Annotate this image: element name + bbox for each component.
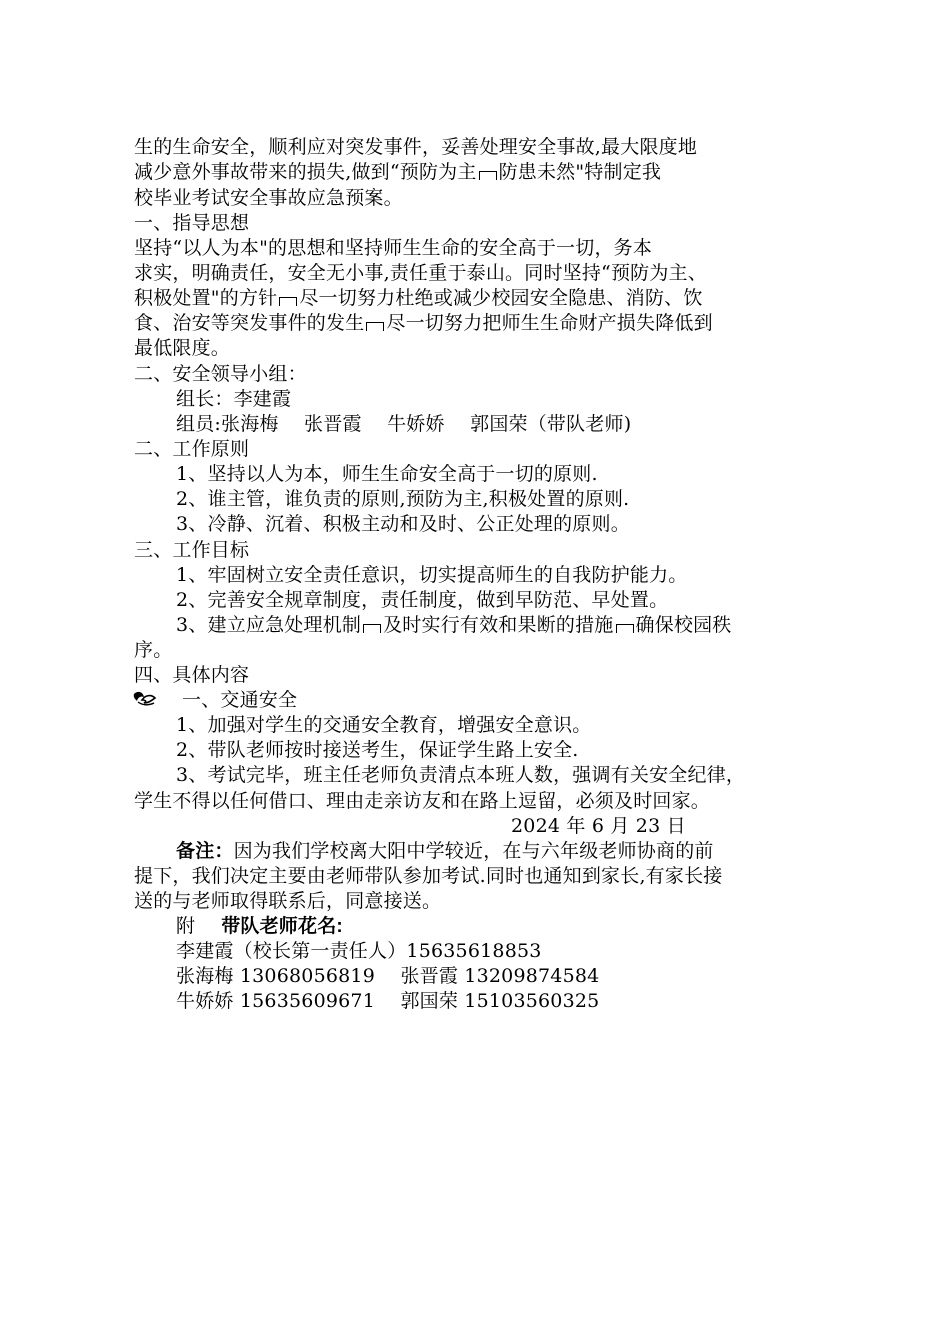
goal-item-3-a: 3、建立应急处理机制 <box>176 614 362 636</box>
content-heading: 四、具体内容 <box>134 664 250 686</box>
guiding-line-5: 最低限度。 <box>134 337 231 359</box>
traffic-item-3-cont: 学生不得以任何借口、理由走亲访友和在路上逗留，必须及时回家。 <box>134 790 711 812</box>
note-line-3: 送的与老师取得联系后，同意接送。 <box>134 890 442 912</box>
goal-item-3-c: 确保校园秩 <box>635 614 732 636</box>
goals-heading: 三、工作目标 <box>134 539 250 561</box>
intro-line-2 <box>134 160 661 185</box>
guiding-line-4-b: 尽一切努力把师生生命财产损失降低到 <box>386 312 713 334</box>
leadership-leader: 组长：李建霞 <box>176 388 292 410</box>
intro-line-1: 生的生命安全，顺利应对突发事件，妥善处理安全事故,最大限度地 <box>134 136 698 158</box>
guiding-line-1: 坚持“以人为本"的思想和坚持师生生命的安全高于一切，务本 <box>134 237 653 259</box>
guiding-heading: 一、指导思想 <box>134 212 250 234</box>
note-label: 备注： <box>176 841 234 862</box>
document-date: 2024 年 6 月 23 日 <box>511 815 686 837</box>
separator-glyph <box>479 171 497 180</box>
principle-item: 1、坚持以人为本，师生生命安全高于一切的原则. <box>176 463 598 485</box>
goal-item-3-b: 及时实行有效和果断的措施 <box>383 614 614 636</box>
guiding-line-3-a: 积极处置"的方针 <box>134 287 278 309</box>
separator-glyph <box>363 624 381 633</box>
appendix-prefix: 附 <box>176 915 196 937</box>
contact-line-3: 牛娇娇 15635609671 郭国荣 15103560325 <box>176 990 600 1012</box>
guiding-line-4-a: 食、治安等突发事件的发生 <box>134 312 365 334</box>
note-line-2: 提下，我们决定主要由老师带队参加考试.同时也通知到家长,有家长接 <box>134 865 723 887</box>
goal-item-3-cont: 序。 <box>134 639 173 661</box>
separator-glyph <box>279 297 297 306</box>
goal-item-3 <box>176 613 732 638</box>
leaf-bullet-icon <box>132 688 158 708</box>
guiding-line-3 <box>134 286 703 311</box>
guiding-line-4 <box>134 311 713 336</box>
intro-line-3: 校毕业考试安全事故应急预案。 <box>134 187 403 209</box>
principle-item: 2、谁主管，谁负责的原则,预防为主,积极处置的原则. <box>176 488 630 510</box>
separator-glyph <box>616 624 634 633</box>
leadership-members: 组员:张海梅 张晋霞 牛娇娇 郭国荣（带队老师) <box>176 413 632 435</box>
intro-line-2-b: 防患未然"特制定我 <box>498 161 662 183</box>
leadership-heading: 二、安全领导小组： <box>134 363 307 385</box>
guiding-line-2: 求实，明确责任，安全无小事,责任重于泰山。同时坚持“预防为主、 <box>134 262 707 284</box>
separator-glyph <box>366 322 384 331</box>
contact-line-2: 张海梅 13068056819 张晋霞 13209874584 <box>176 965 600 987</box>
principles-heading: 二、工作原则 <box>134 438 250 460</box>
appendix-title: 带队老师花名: <box>221 916 343 937</box>
traffic-heading: 一、交通安全 <box>182 689 298 711</box>
contact-line-1: 李建霞（校长第一责任人）15635618853 <box>176 940 542 962</box>
traffic-item-1: 1、加强对学生的交通安全教育，增强安全意识。 <box>176 714 592 736</box>
note-line-1 <box>176 839 714 864</box>
intro-line-2-a: 减少意外事故带来的损失,做到“预防为主 <box>134 161 477 183</box>
principle-item: 3、冷静、沉着、积极主动和及时、公正处理的原则。 <box>176 513 630 535</box>
guiding-line-3-b: 尽一切努力杜绝或减少校园安全隐患、消防、饮 <box>299 287 703 309</box>
traffic-item-2: 2、带队老师按时接送考生，保证学生路上安全. <box>176 739 579 761</box>
goal-item-2: 2、完善安全规章制度，责任制度，做到早防范、早处置。 <box>176 589 669 611</box>
note-text: 因为我们学校离大阳中学较近，在与六年级老师协商的前 <box>233 840 714 862</box>
goal-item-1: 1、牢固树立安全责任意识，切实提高师生的自我防护能力。 <box>176 564 688 586</box>
appendix-title-line <box>176 914 343 939</box>
traffic-item-3: 3、考试完毕，班主任老师负责清点本班人数，强调有关安全纪律， <box>176 764 746 786</box>
